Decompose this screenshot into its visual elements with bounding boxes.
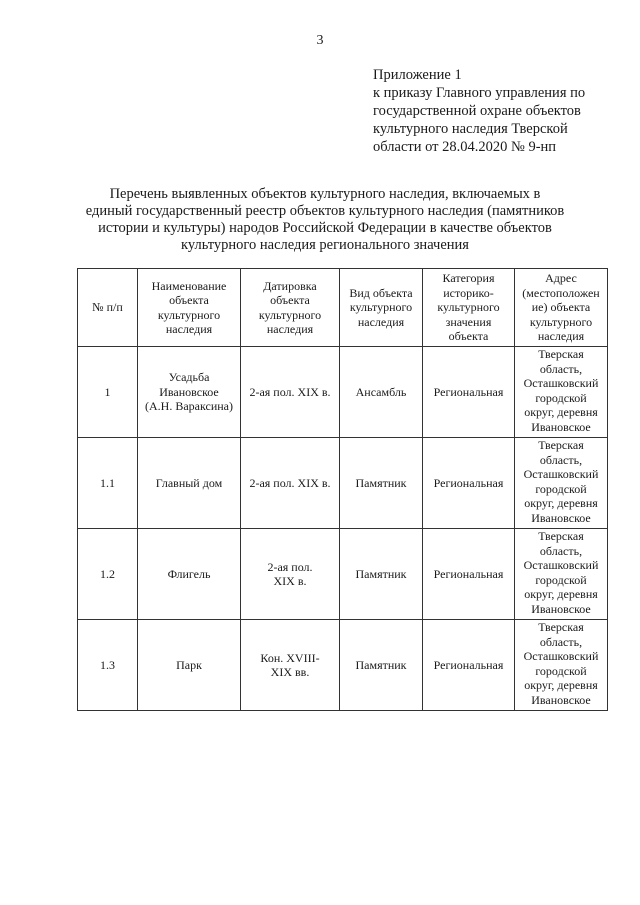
cell-date — [241, 347, 340, 438]
cell-type: Ансамбль — [340, 347, 423, 438]
cell-number: 1 — [78, 347, 138, 438]
column-header-line: (местоположен — [522, 285, 600, 300]
cell-address-line: городской — [535, 572, 587, 587]
cell-name — [138, 529, 241, 620]
appendix-line: государственной охране объектов — [373, 103, 581, 119]
column-header-line: значения — [445, 314, 492, 329]
table-body — [78, 347, 608, 711]
table-row — [78, 347, 608, 438]
cell-address-line: область, — [539, 634, 583, 649]
cell-name-line: (А.Н. Вараксина) — [144, 399, 233, 414]
column-header-line: объекта — [270, 293, 310, 307]
cell-name-line: Парк — [176, 657, 202, 672]
cell-address-line: область, — [539, 361, 583, 376]
column-header — [423, 269, 515, 347]
table-row — [78, 620, 608, 711]
cell-address-line: Осташковский — [523, 376, 599, 390]
column-header — [340, 269, 423, 347]
cell-address-line: Ивановское — [531, 601, 591, 616]
column-header-line: наследия — [537, 329, 585, 344]
cell-address-line: Тверская — [538, 438, 584, 452]
cell-date — [241, 529, 340, 620]
cell-name-line: Флигель — [167, 566, 211, 581]
cell-address — [515, 438, 608, 529]
column-header-line: наследия — [266, 322, 314, 336]
appendix-line: области от 28.04.2020 № 9-нп — [373, 139, 557, 155]
cell-date-line: 2-ая пол. XIX в. — [249, 384, 331, 399]
cell-name — [138, 620, 241, 711]
cell-address-line: округ, деревня — [524, 678, 598, 692]
column-header-line: наследия — [165, 322, 213, 336]
table-row — [78, 438, 608, 529]
column-header-line: Вид объекта — [349, 285, 413, 300]
column-header-line: Наименование — [151, 278, 227, 293]
cell-address-line: округ, деревня — [524, 587, 598, 601]
cell-address-line: область, — [539, 452, 583, 467]
column-header-line: культурного — [157, 307, 221, 322]
cell-number: 1.2 — [78, 529, 138, 620]
title-line: единый государственный реестр объектов культурного наследия (памятников — [85, 203, 565, 219]
cell-address-line: область, — [539, 543, 583, 558]
cell-name-line: Усадьба — [168, 370, 210, 385]
cell-address — [515, 529, 608, 620]
page-number: 3 — [316, 33, 324, 48]
cell-address — [515, 347, 608, 438]
table-header-row — [78, 269, 608, 347]
table-row — [78, 529, 608, 620]
cell-date — [241, 620, 340, 711]
cell-address — [515, 620, 608, 711]
column-header-line: историко- — [443, 285, 494, 300]
cell-address-line: округ, деревня — [524, 405, 598, 419]
cell-category: Региональная — [423, 347, 515, 438]
cell-address-line: Тверская — [538, 620, 584, 634]
column-header-line: культурного — [529, 314, 593, 329]
column-header-line: Категория — [442, 271, 495, 286]
cell-category: Региональная — [423, 529, 515, 620]
cell-address-line: Осташковский — [523, 649, 599, 663]
cell-name-line: Главный дом — [155, 475, 223, 490]
column-header-line: Датировка — [263, 278, 317, 293]
cell-name — [138, 347, 241, 438]
title-line: культурного наследия регионального значения — [181, 237, 469, 253]
appendix-line: Приложение 1 — [373, 67, 462, 83]
cell-date — [241, 438, 340, 529]
cell-address-line: Тверская — [538, 347, 584, 361]
document-title — [60, 186, 590, 254]
cell-address-line: Осташковский — [523, 558, 599, 572]
cell-address-line: городской — [535, 663, 587, 678]
cell-type: Памятник — [340, 529, 423, 620]
cell-address-line: Ивановское — [531, 510, 591, 525]
appendix-line: культурного наследия Тверской — [373, 121, 568, 137]
column-header-line: № п/п — [92, 300, 123, 315]
cell-date-line: 2-ая пол. — [267, 559, 313, 574]
column-header-line: культурного — [349, 300, 413, 315]
cell-number: 1.3 — [78, 620, 138, 711]
column-header-line: объекта — [169, 293, 209, 307]
column-header-line: культурного — [258, 307, 322, 322]
column-header-line: культурного — [437, 300, 500, 315]
column-header — [78, 269, 138, 347]
column-header — [241, 269, 340, 347]
cell-name — [138, 438, 241, 529]
cell-type: Памятник — [340, 620, 423, 711]
cell-name-line: Ивановское — [159, 384, 219, 399]
cell-date-line: XIX в. — [273, 574, 307, 588]
cell-category: Региональная — [423, 438, 515, 529]
appendix-header — [373, 66, 585, 156]
column-header-line: ие) объекта — [531, 300, 591, 315]
cell-address-line: городской — [535, 481, 587, 496]
cell-address-line: Осташковский — [523, 467, 599, 481]
cell-address-line: Ивановское — [531, 692, 591, 707]
cell-date-line: Кон. XVIII- — [260, 650, 320, 665]
appendix-line: к приказу Главного управления по — [373, 85, 586, 101]
column-header-line: объекта — [448, 329, 489, 344]
cell-type: Памятник — [340, 438, 423, 529]
title-line: Перечень выявленных объектов культурного наследия, включаемых в — [109, 186, 541, 202]
cell-address-line: городской — [535, 390, 587, 405]
cell-date-line: 2-ая пол. XIX в. — [249, 475, 331, 490]
column-header-line: Адрес — [545, 271, 577, 286]
heritage-objects-table — [77, 268, 608, 711]
title-line: истории и культуры) народов Российской Федерации в качестве объектов — [98, 220, 552, 236]
cell-category: Региональная — [423, 620, 515, 711]
cell-address-line: Тверская — [538, 529, 584, 543]
column-header-line: наследия — [357, 314, 405, 329]
column-header — [515, 269, 608, 347]
cell-number: 1.1 — [78, 438, 138, 529]
cell-date-line: XIX вв. — [270, 665, 310, 679]
cell-address-line: округ, деревня — [524, 496, 598, 510]
cell-address-line: Ивановское — [531, 419, 591, 434]
column-header — [138, 269, 241, 347]
